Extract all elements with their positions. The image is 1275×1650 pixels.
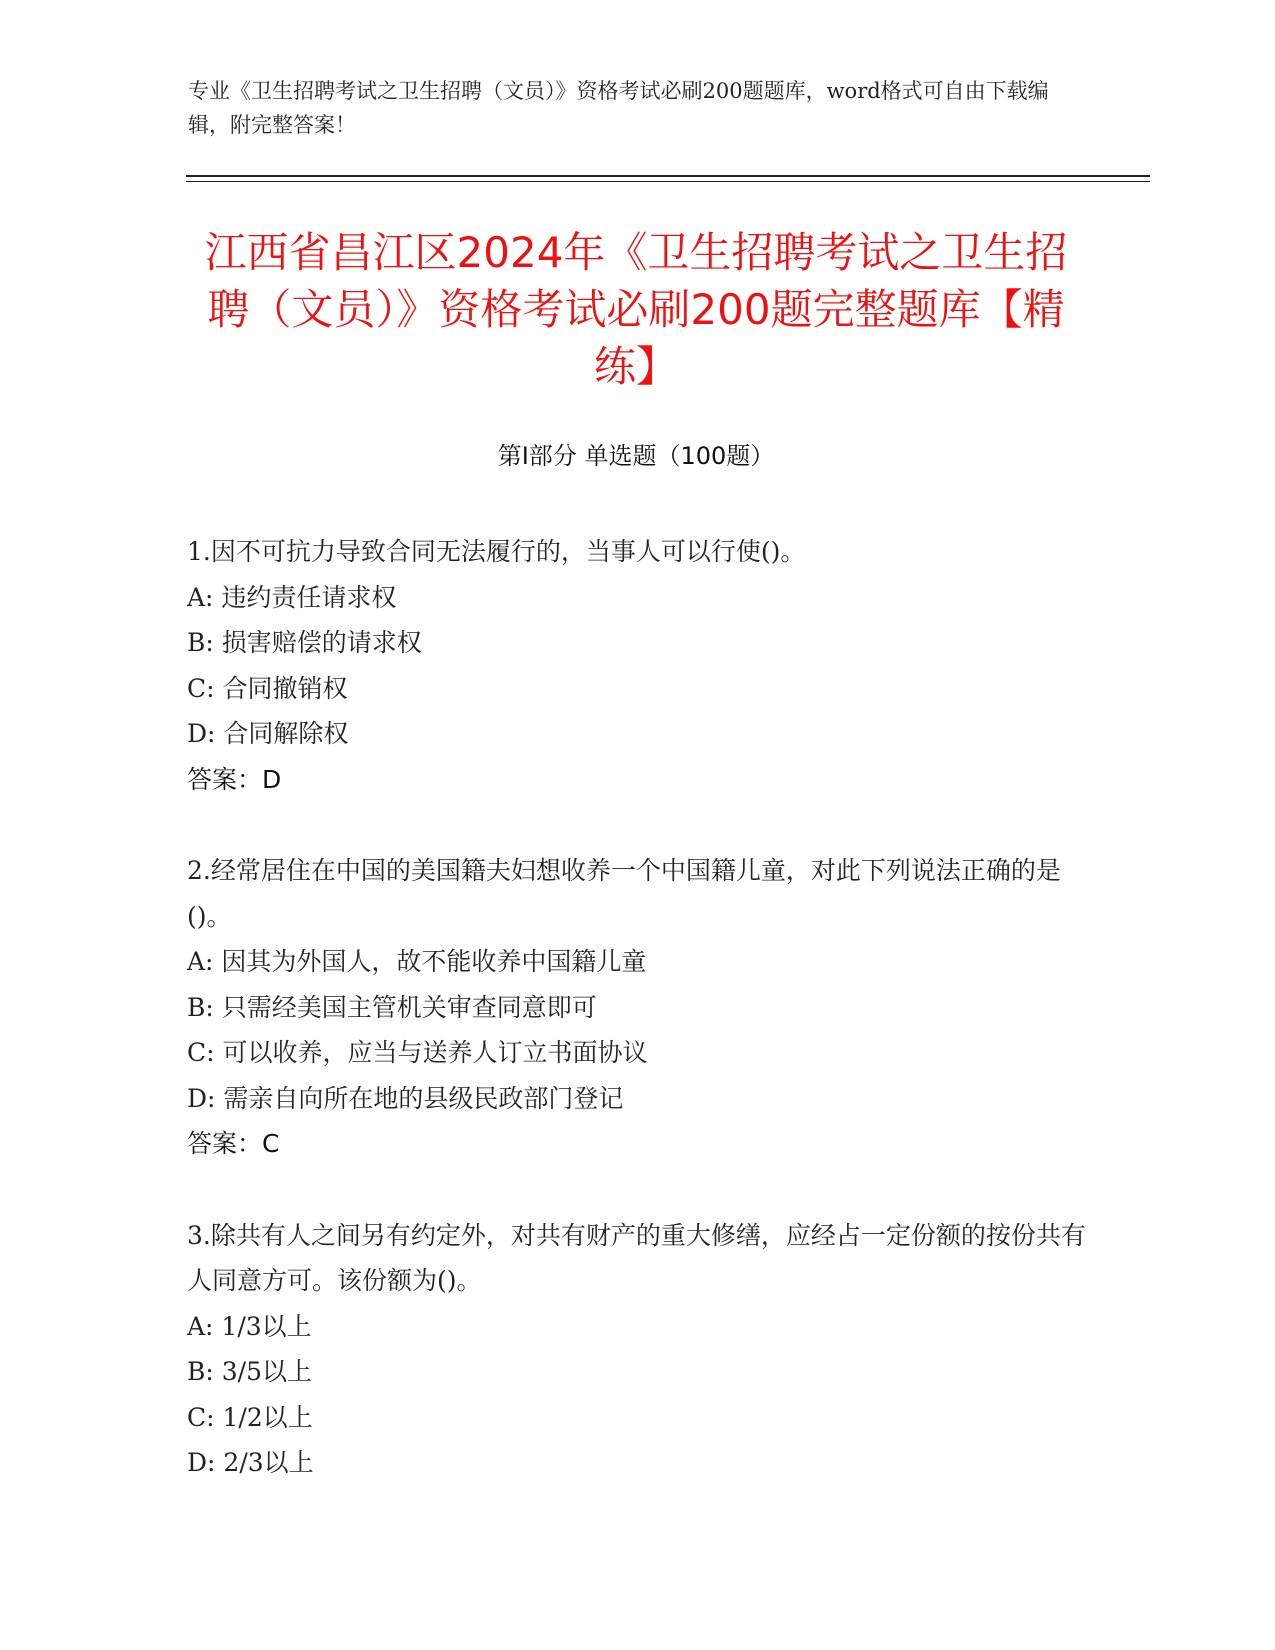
option-c: C: 可以收养，应当与送养人订立书面协议 — [187, 1038, 648, 1067]
question-list — [187, 529, 1087, 1532]
option-d: D: 需亲自向所在地的县级民政部门登记 — [187, 1083, 624, 1113]
section-title: 第I部分 单选题（100题） — [497, 442, 775, 470]
question-1 — [187, 529, 1087, 802]
option-c: C: 1/2以上 — [187, 1402, 313, 1432]
document-title: 江西省昌江区2024年《卫生招聘考试之卫生招聘（文员）》资格考试必刷200题完整题库【精练】 — [204, 228, 1068, 391]
option-a: A: 因其为外国人，故不能收养中国籍儿童 — [187, 947, 647, 976]
question-2 — [187, 848, 1087, 1167]
option-c: C: 合同撤销权 — [187, 673, 348, 703]
question-3 — [187, 1213, 1087, 1486]
header-divider-thick — [186, 175, 1150, 177]
option-a: A: 违约责任请求权 — [187, 582, 397, 612]
option-b: B: 只需经美国主管机关审查同意即可 — [187, 992, 597, 1022]
answer: 答案：C — [187, 1129, 280, 1158]
question-stem: 1.因不可抗力导致合同无法履行的，当事人可以行使()。 — [187, 537, 806, 566]
header-note: 专业《卫生招聘考试之卫生招聘（文员）》资格考试必刷200题题库，word格式可自由下载编辑，附完整答案！ — [188, 79, 1049, 137]
option-a: A: 1/3以上 — [187, 1311, 312, 1341]
answer: 答案：D — [187, 764, 282, 794]
option-d: D: 合同解除权 — [187, 719, 349, 748]
header-divider-thin — [186, 181, 1150, 182]
question-stem: 2.经常居住在中国的美国籍夫妇想收养一个中国籍儿童，对此下列说法正确的是()。 — [187, 856, 1061, 931]
question-stem: 3.除共有人之间另有约定外，对共有财产的重大修缮，应经占一定份额的按份共有人同意方可。该份额为()。 — [187, 1220, 1086, 1295]
option-b: B: 3/5以上 — [187, 1357, 312, 1386]
option-b: B: 损害赔偿的请求权 — [187, 628, 422, 657]
option-d: D: 2/3以上 — [187, 1448, 314, 1477]
